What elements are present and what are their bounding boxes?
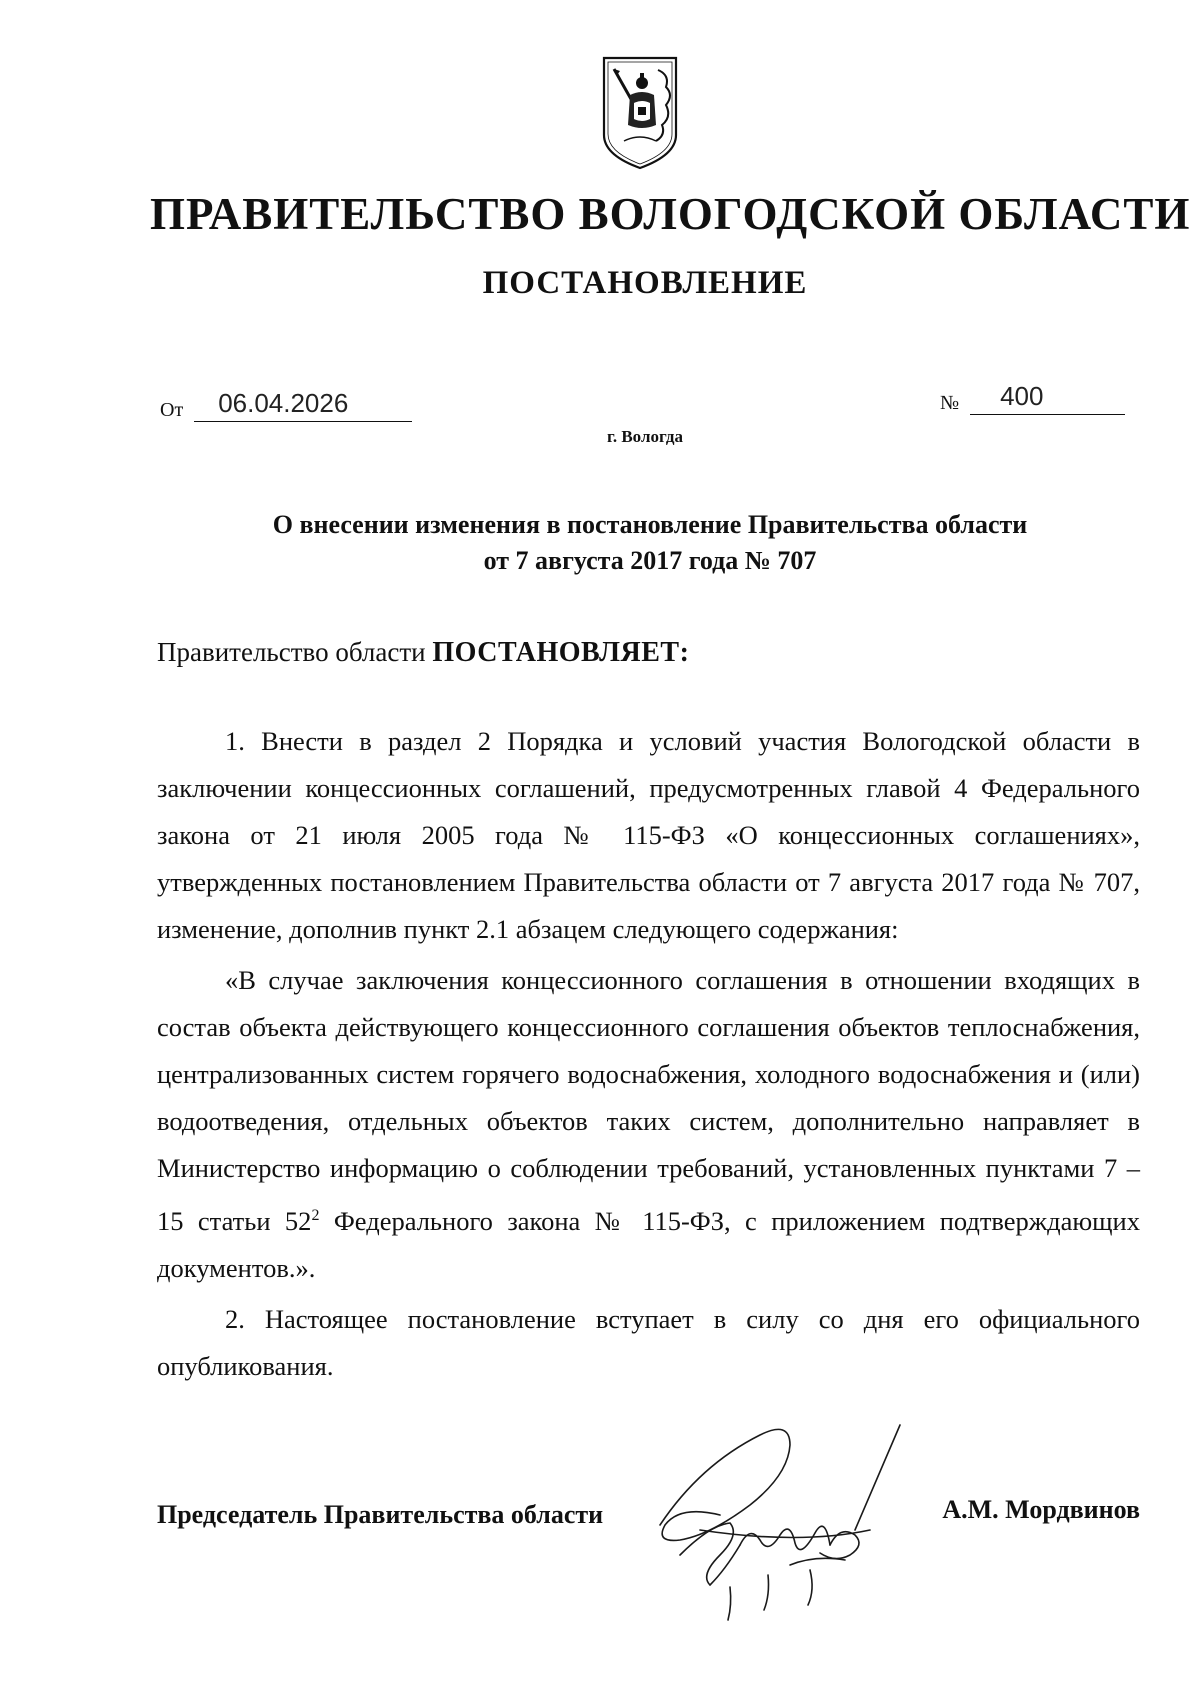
quote-text-end: Федерального закона № 115-ФЗ, с приложением подтверждающих документов.». <box>157 1205 1140 1283</box>
paragraph-1: 1. Внести в раздел 2 Порядка и условий участия Вологодской области в заключении концессионных соглашений, предусмотренных главой 4 Федерального закона от 21 июля 2005 года № 115-ФЗ «О концессионных соглашениях», утвержденных постановлением Правительства области от 7 августа 2017 года № 707, изменение, дополнив пункт 2.1 абзацем следующего содержания: <box>157 726 1140 944</box>
article-superscript: 2 <box>311 1207 320 1224</box>
number-field <box>940 381 1125 415</box>
date-value: 06.04.2026 <box>218 388 349 418</box>
signatory-name: А.М. Мордвинов <box>942 1495 1140 1524</box>
signature-block <box>157 1490 1140 1550</box>
city: г. Вологда <box>607 427 683 446</box>
subject-line-1: О внесении изменения в постановление Правительства области <box>272 510 1028 539</box>
quote-text: «В случае заключения концессионного соглашения в отношении входящих в состав объекта действующего концессионного соглашения объектов теплоснабжения, централизованных систем горячего водоснабжения, холодного водоснабжения и (или) водоотведения, отдельных объектов таких систем, дополнительно направляет в Министерство информацию о соблюдении требований, установленных пунктами 7 – 15 статьи 52 <box>157 965 1140 1236</box>
number-underline <box>970 381 1125 415</box>
date-underline <box>194 388 412 422</box>
preamble-verb: ПОСТАНОВЛЯЕТ: <box>432 637 690 668</box>
paragraph-quote <box>157 957 1140 1292</box>
subject-line-2: от 7 августа 2017 года № 707 <box>483 546 817 575</box>
date-label: От <box>160 399 184 421</box>
government-title: ПРАВИТЕЛЬСТВО ВОЛОГОДСКОЙ ОБЛАСТИ <box>150 189 1191 239</box>
paragraph-2: 2. Настоящее постановление вступает в силу со дня его официального опубликования. <box>157 1303 1140 1381</box>
coat-of-arms-icon <box>600 55 680 171</box>
date-field <box>160 388 412 422</box>
signatory-position: Председатель Правительства области <box>157 1500 604 1529</box>
document-body <box>157 718 1140 1390</box>
number-label: № <box>940 392 960 414</box>
preamble <box>157 637 689 669</box>
preamble-text: Правительство области <box>157 637 433 667</box>
document-type: ПОСТАНОВЛЕНИЕ <box>482 265 808 301</box>
document-subject <box>180 507 1120 579</box>
number-value: 400 <box>1000 381 1044 411</box>
